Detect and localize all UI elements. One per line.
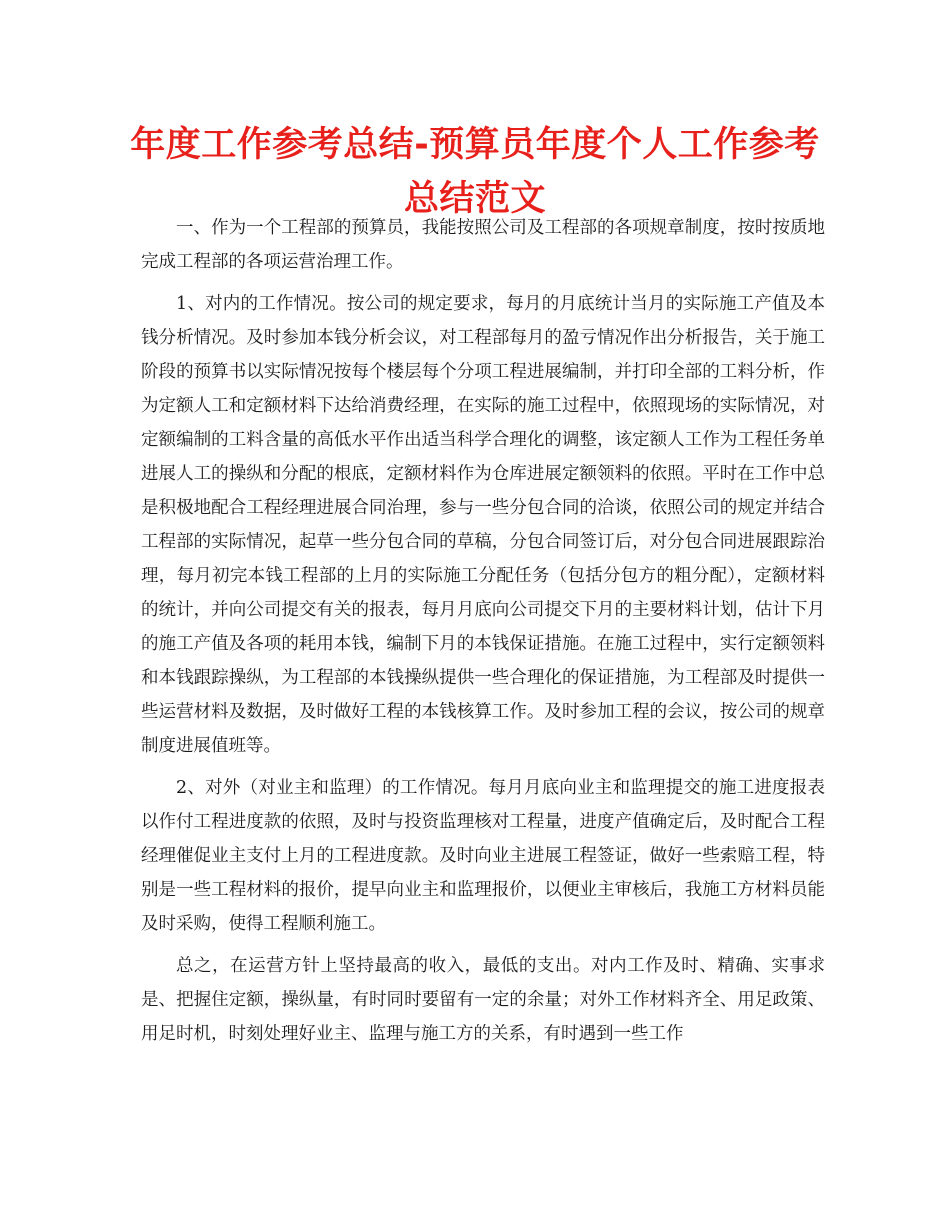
document-title: 年度工作参考总结-预算员年度个人工作参考总结范文 [130, 125, 820, 219]
paragraph-external-work: 2、对外（对业主和监理）的工作情况。每月月底向业主和监理提交的施工进度报表以作付工程进度款的依照，及时与投资监理核对工程量，进度产值确定后，及时配合工程经理催促业主支付上月的工程进度款。及时向业主进展工程签证，做好一些索赔工程，特别是一些工程材料的报价，提早向业主和监理报价，以便业主审核后，我施工方材料员能及时采购，使得工程顺利施工。 [141, 778, 825, 934]
paragraph-intro: 一、作为一个工程部的预算员，我能按照公司及工程部的各项规章制度，按时按质地完成工程部的各项运营治理工作。 [141, 218, 825, 272]
document-body [141, 211, 825, 1059]
paragraph-summary: 总之，在运营方针上坚持最高的收入，最低的支出。对内工作及时、精确、实事求是、把握住定额，操纵量，有时同时要留有一定的余量；对外工作材料齐全、用足政策、用足时机，时刻处理好业主、监理与施工方的关系，有时遇到一些工作 [141, 956, 825, 1044]
paragraph-internal-work: 1、对内的工作情况。按公司的规定要求，每月的月底统计当月的实际施工产值及本钱分析情况。及时参加本钱分析会议，对工程部每月的盈亏情况作出分析报告，关于施工阶段的预算书以实际情况按每个楼层每个分项工程进展编制，并打印全部的工料分析，作为定额人工和定额材料下达给消费经理，在实际的施工过程中，依照现场的实际情况，对定额编制的工料含量的高低水平作出适当科学合理化的调整，该定额人工作为工程任务单进展人工的操纵和分配的根底，定额材料作为仓库进展定额领料的依照。平时在工作中总是积极地配合工程经理进展合同治理，参与一些分包合同的洽谈，依照公司的规定并结合工程部的实际情况，起草一些分包合同的草稿，分包合同签订后，对分包合同进展跟踪治理，每月初完本钱工程部的上月的实际施工分配任务（包括分包方的粗分配），定额材料的统计，并向公司提交有关的报表，每月月底向公司提交下月的主要材料计划，估计下月的施工产值及各项的耗用本钱，编制下月的本钱保证措施。在施工过程中，实行定额领料和本钱跟踪操纵，为工程部的本钱操纵提供一些合理化的保证措施，为工程部及时提供一些运营材料及数据，及时做好工程的本钱核算工作。及时参加工程的会议，按公司的规章制度进展值班等。 [141, 294, 825, 756]
